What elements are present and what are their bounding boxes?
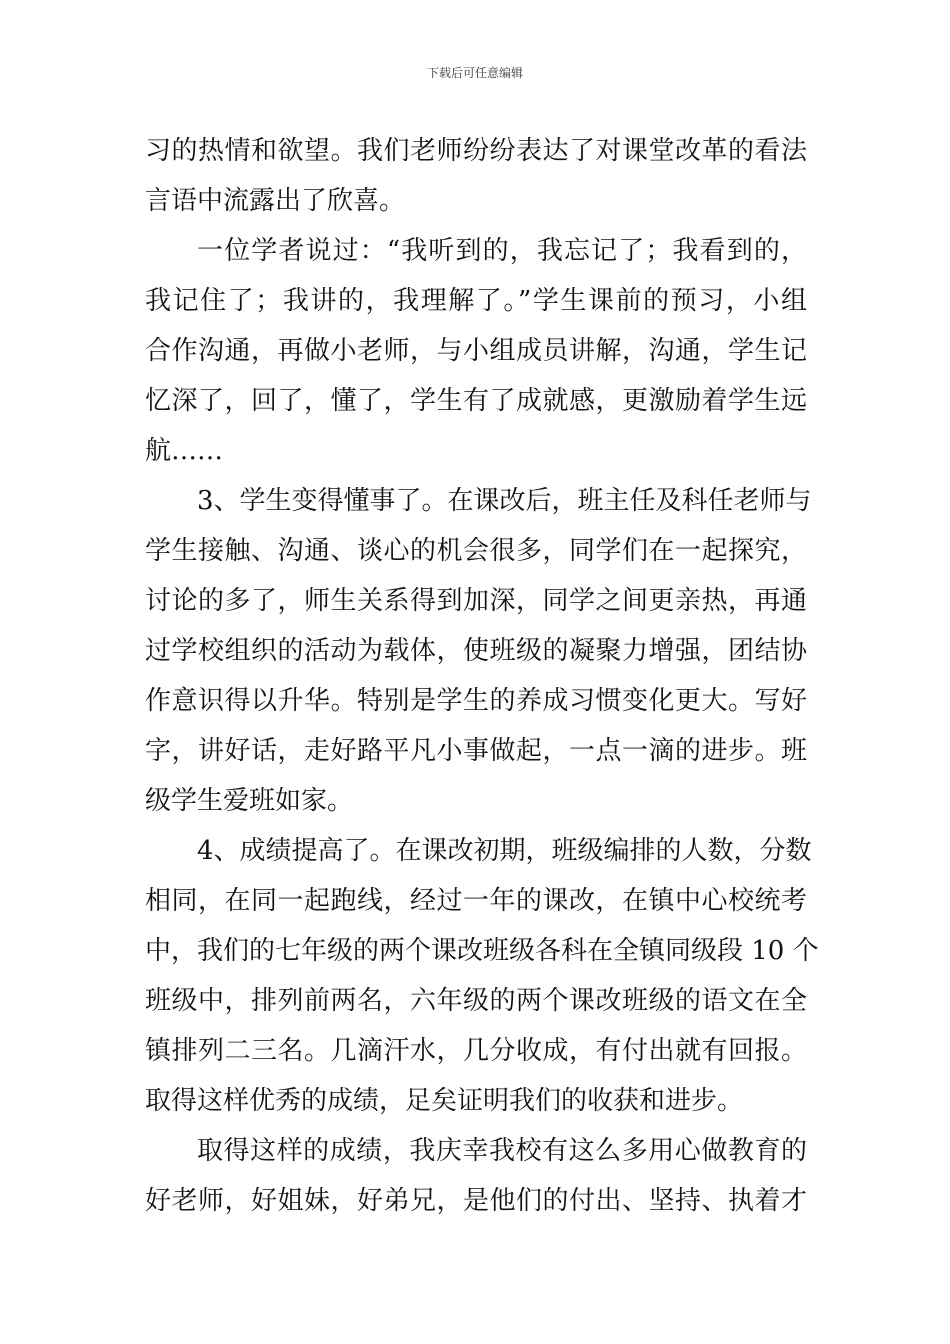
text-line: 学生接触、沟通、谈心的机会很多，同学们在一起探究， <box>145 536 807 566</box>
text-line: 一位学者说过：“我听到的，我忘记了；我看到的， <box>197 236 807 266</box>
text-line: 镇排列二三名。几滴汗水，几分收成，有付出就有回报。 <box>145 1036 807 1066</box>
text-line: 我记住了；我讲的，我理解了。”学生课前的预习，小组 <box>145 286 807 316</box>
text-line: 合作沟通，再做小老师，与小组成员讲解，沟通，学生记 <box>145 336 807 366</box>
body-text <box>145 126 819 1226</box>
text-line: 言语中流露出了欣喜。 <box>145 186 406 216</box>
text-line: 取得这样的成绩，我庆幸我校有这么多用心做教育的 <box>197 1136 807 1166</box>
text-line: 字，讲好话，走好路平凡小事做起，一点一滴的进步。班 <box>145 736 807 766</box>
text-line: 班级中，排列前两名，六年级的两个课改班级的语文在全 <box>145 986 807 1016</box>
text-line: 讨论的多了，师生关系得到加深，同学之间更亲热，再通 <box>145 586 807 616</box>
text-line: 作意识得以升华。特别是学生的养成习惯变化更大。写好 <box>145 686 807 716</box>
text-line: 取得这样优秀的成绩，足矣证明我们的收获和进步。 <box>145 1086 744 1116</box>
text-line: 过学校组织的活动为载体，使班级的凝聚力增强，团结协 <box>145 636 807 666</box>
text-line: 3、学生变得懂事了。在课改后，班主任及科任老师与 <box>197 486 812 516</box>
text-line: 相同，在同一起跑线，经过一年的课改，在镇中心校统考 <box>145 886 807 916</box>
text-line: 4、成绩提高了。在课改初期，班级编排的人数，分数 <box>197 836 812 866</box>
text-line: 中，我们的七年级的两个课改班级各科在全镇同级段 10 个 <box>145 936 819 966</box>
text-line: 忆深了，回了，懂了，学生有了成就感，更激励着学生远 <box>145 386 807 416</box>
text-line: 习的热情和欲望。我们老师纷纷表达了对课堂改革的看法 <box>145 136 807 166</box>
text-line: 航…… <box>145 436 224 466</box>
text-line: 好老师，好姐妹，好弟兄，是他们的付出、坚持、执着才 <box>145 1186 807 1216</box>
page-header: 下载后可任意编辑 <box>426 66 523 80</box>
text-line: 级学生爱班如家。 <box>145 786 354 816</box>
